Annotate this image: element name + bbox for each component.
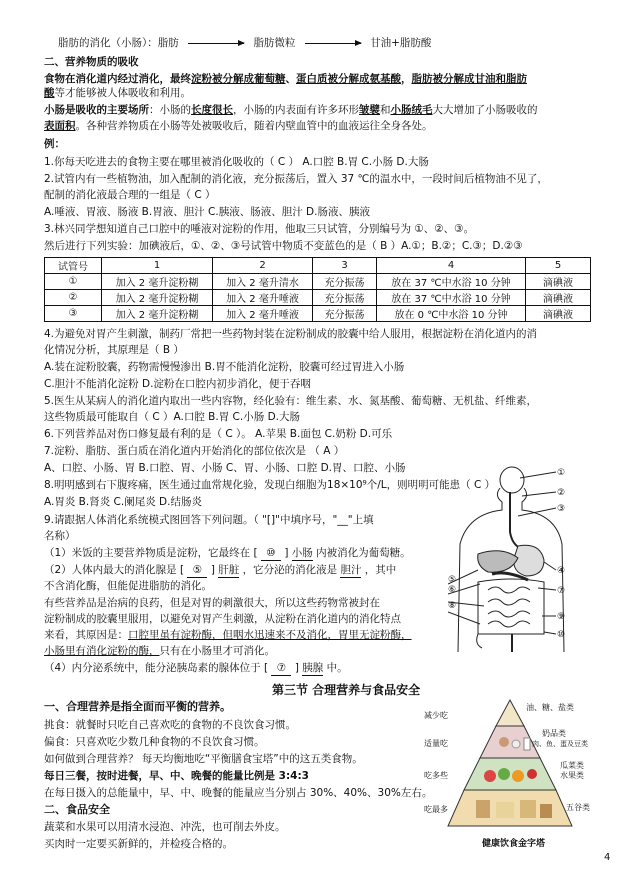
table-row — [45, 306, 591, 322]
table-cell: 加入 2 毫升唾液 — [213, 306, 313, 322]
absorb-line-1: 食物在消化道内经过消化，最终淀粉被分解成葡萄糖、蛋白质被分解成氨基酸，脂肪被分解成甘油和脂肪 — [44, 73, 527, 85]
question-4-option-cd: C.胆汁不能消化淀粉 D.淀粉在口腔内初步消化，便于吞咽 — [44, 378, 311, 390]
table-row — [45, 274, 591, 290]
table-cell: 滴碘液 — [526, 290, 591, 306]
heading-nutrition: 一、合理营养是指全面而平衡的营养。 — [44, 700, 231, 713]
question-8-options: A.胃炎 B.肾炎 C.阑尾炎 D.结肠炎 — [44, 496, 202, 508]
question-9-part-2: （2）人体内最大的消化腺是 [ ⑤ ] 肝脏 ，它分泌的消化液是 胆汁 ，其中 — [44, 564, 397, 576]
question-9-part-4: （4）内分泌系统中，能分泌胰岛素的腺体位于 [ ⑦ ] 胰腺 中。 — [44, 662, 348, 674]
answer-blank: ⑤ — [187, 563, 207, 578]
question-9-part-1: （1）米饭的主要营养物质是淀粉，它最终在 [ ⑩ ] 小肠 内被消化为葡萄糖。 — [44, 547, 411, 559]
question-4: 4.为避免对胃产生刺激，制药厂常把一些药物封装在淀粉制成的胶囊中给人服用，根据淀粉在消化道内的消 — [44, 328, 538, 340]
table-cell: 放在 37 ℃中水浴 10 分钟 — [377, 290, 526, 306]
table-header-cell: 3 — [313, 258, 377, 274]
absorb-line-4: 表面积。各种营养物质在小肠等处被吸收后，随着内壁血管中的血液运往全身各处。 — [44, 120, 433, 132]
question-8: 8.明明感到右下腹疼痛，医生通过血常规化验，发现白细胞为18×10⁹个/L，则明明可能患（ C ） — [44, 479, 496, 491]
question-9-part-3-cont: 淀粉制成的胶囊里服用，以避免对胃产生刺激，从淀粉在消化道内的消化特点 — [44, 613, 401, 625]
heading-absorption: 二、营养物质的吸收 — [44, 56, 139, 68]
question-2: 2.试管内有一些植物油，加入配制的消化液，充分振荡后，置入 37 ℃的温水中，一段时间后植物油不见了， — [44, 173, 548, 185]
experiment-table — [44, 257, 591, 322]
table-header-cell: 1 — [102, 258, 213, 274]
table-cell: 放在 37 ℃中水浴 10 分钟 — [377, 274, 526, 290]
apple-icon — [527, 769, 537, 779]
appendix — [477, 634, 482, 648]
table-row — [45, 290, 591, 306]
bread-icon — [476, 800, 490, 818]
pyramid-right-label: 肉、鱼、蛋及豆类 — [532, 740, 588, 748]
stomach — [514, 545, 544, 576]
example-heading: 例： — [44, 138, 65, 150]
rice-icon — [496, 802, 514, 818]
table-cell: 加入 2 毫升清水 — [213, 274, 313, 290]
cereal-icon — [520, 800, 536, 818]
nutrition-line-3: 如何做到合理营养？ 每天均衡地吃“平衡膳食宝塔”中的这五类食物。 — [44, 753, 363, 765]
pyramid-right-label: 五谷类 — [566, 803, 590, 812]
pyramid-left-label: 适量吃 — [424, 739, 448, 748]
food-pyramid-figure — [420, 696, 600, 856]
answer-blank: ⑩ — [261, 546, 281, 561]
table-cell: 滴碘液 — [526, 274, 591, 290]
figure-label: ⑤ — [448, 575, 457, 585]
table-cell: 充分振荡 — [313, 306, 377, 322]
orange-icon — [512, 770, 524, 782]
vegetable-icon — [498, 768, 510, 780]
figure-label: ⑦ — [557, 586, 566, 596]
figure-label: ① — [557, 468, 566, 478]
large-intestine — [478, 579, 544, 634]
table-cell: ② — [45, 290, 102, 306]
answer-blank: 小肠 — [291, 547, 313, 559]
table-cell: 滴碘液 — [526, 306, 591, 322]
figure-label: ④ — [557, 566, 566, 576]
table-cell: ③ — [45, 306, 102, 322]
figure-label: ⑥ — [448, 585, 457, 595]
table-header-cell: 5 — [526, 258, 591, 274]
pyramid-left-label: 吃多些 — [424, 771, 448, 780]
safety-line-2: 买肉时一定要买新鲜的，并检疫合格的。 — [44, 838, 233, 850]
table-header-cell: 2 — [213, 258, 313, 274]
question-4-option-ab: A.装在淀粉胶囊，药物需慢慢渗出 B.胃不能消化淀粉，胶囊可经过胃进入小肠 — [44, 361, 405, 373]
digestive-system-figure — [448, 466, 570, 652]
pyramid-right-label: 奶品类 — [542, 729, 566, 738]
pyramid-right-label: 油、糖、盐类 — [526, 703, 574, 712]
nutrition-line-1: 挑食：就餐时只吃自己喜欢吃的食物的不良饮食习惯。 — [44, 719, 296, 731]
glycerol-label: 甘油+脂肪酸 — [370, 37, 432, 49]
question-4-cont: 化情况分析，其原理是（ B ） — [44, 344, 184, 356]
fat-digestion-line — [58, 36, 431, 50]
arrow-right-icon — [305, 43, 361, 44]
question-9-part-3-answer: 来看，其原因是：口腔里虽有淀粉酶，但咽水迅速来不及消化，胃里无淀粉酶， — [44, 629, 412, 641]
question-7-options: A、口腔、小肠、胃 B.口腔、胃、小肠 C、胃、小肠、口腔 D.胃、口腔、小肠 — [44, 462, 406, 474]
table-header-row — [45, 258, 591, 274]
liver — [478, 551, 518, 572]
fat-droplet-label: 脂肪微粒 — [253, 37, 296, 49]
pyramid-left-label: 减少吃 — [424, 711, 448, 720]
answer-blank: 胆汁 — [340, 564, 362, 576]
noodle-icon — [540, 804, 552, 818]
question-9-part-3-answer-cont: 小肠里有消化淀粉的酶，只有在小肠里才可消化。 — [44, 645, 275, 657]
pyramid-tier-oil-sugar-salt — [496, 700, 524, 726]
meat-icon — [499, 737, 509, 747]
figure-label: ⑩ — [557, 630, 566, 640]
answer-blank: 胰腺 — [302, 662, 324, 674]
figure-label: ⑨ — [557, 612, 566, 622]
question-5: 5.医生从某病人的消化道内取出一些内容物，经化验有：维生素、水、氮基酸、葡萄糖、无机盐、纤维素， — [44, 395, 538, 407]
pyramid-tier-dairy-meat — [480, 726, 540, 758]
section-3-title: 第三节 合理营养与食品安全 — [272, 683, 421, 697]
question-2-cont: 配制的消化液最合理的一组是（ C ） — [44, 189, 216, 201]
question-9-part-2-cont: 不含消化酶，但能促进脂肪的消化。 — [44, 580, 212, 592]
nutrition-line-5: 在每日摄入的总能量中，早、中、晚餐的能量应当分别占 30%、40%、30%左右。 — [44, 787, 433, 799]
pyramid-left-label: 吃最多 — [424, 805, 448, 814]
heading-food-safety: 二、食品安全 — [44, 803, 110, 816]
figure-label: ⑧ — [448, 601, 457, 611]
table-cell: 加入 2 毫升淀粉糊 — [102, 274, 213, 290]
question-7: 7.淀粉、脂肪、蛋白质在消化道内开始消化的部位依次是 （ A ） — [44, 445, 345, 457]
arrow-right-icon — [188, 43, 244, 44]
answer-blank: 肝脏 — [218, 564, 240, 576]
question-3-cont: 然后进行下列实验：加碘液后，①、②、③号试管中物质不变蓝色的是（ B ）A.①；B.②；C.③；D.②③ — [44, 240, 523, 252]
absorb-line-2: 酸等才能够被人体吸收和利用。 — [44, 87, 191, 99]
safety-line-1: 蔬菜和水果可以用清水浸泡、冲洗，也可削去外皮。 — [44, 821, 286, 833]
question-6: 6.下列营养品对伤口修复最有利的是（ C ）。 A.苹果 B.面包 C.奶粉 D.可乐 — [44, 428, 393, 440]
absorb-line-3: 小肠是吸收的主要场所：小肠的长度很长，小肠的内表面有许多环形皱襞和小肠绒毛大大增加了小肠吸收的 — [44, 104, 538, 116]
question-9-cont: 名称） — [44, 530, 76, 542]
question-1: 1.你每天吃进去的食物主要在哪里被消化吸收的（ C ） A.口腔 B.胃 C.小肠 D.大肠 — [44, 156, 429, 168]
head-outline — [500, 467, 524, 493]
question-9: 9.请跟据人体消化系统模式图回答下列问题。（ "[]"中填序号，"__"上填 — [44, 514, 374, 526]
page-number: 4 — [604, 852, 611, 863]
pyramid-right-label: 瓜菜类 — [560, 761, 584, 770]
question-9-part-3: 有些营养品是治病的良药，但是对胃的刺激很大，所以这些药物常被封在 — [44, 597, 380, 609]
table-cell: 加入 2 毫升淀粉糊 — [102, 306, 213, 322]
table-cell: 充分振荡 — [313, 290, 377, 306]
esophagus — [510, 492, 520, 548]
table-cell: 充分振荡 — [313, 274, 377, 290]
figure-label: ② — [557, 488, 566, 498]
question-3: 3.林兴同学想知道自己口腔中的唾液对淀粉的作用，他取三只试管，分别编号为 ①、②、③。 — [44, 223, 475, 235]
table-cell: ① — [45, 274, 102, 290]
table-cell: 放在 0 ℃中水浴 10 分钟 — [377, 306, 526, 322]
answer-blank: ⑦ — [271, 661, 291, 676]
small-intestine — [488, 587, 530, 627]
nutrition-line-4: 每日三餐，按时进餐，早、中、晚餐的能量比例是 3:4:3 — [44, 770, 309, 782]
table-cell: 加入 2 毫升淀粉糊 — [102, 290, 213, 306]
table-header-cell: 试管号 — [45, 258, 102, 274]
pyramid-title: 健康饮食金字塔 — [482, 839, 546, 849]
figure-label: ③ — [557, 504, 566, 514]
question-2-options: A.唾液、胃液、肠液 B.胃液、胆汁 C.胰液、肠液、胆汁 D.肠液、胰液 — [44, 206, 370, 218]
pyramid-right-label: 水果类 — [560, 771, 584, 780]
table-cell: 加入 2 毫升唾液 — [213, 290, 313, 306]
milk-icon — [524, 738, 530, 750]
egg-icon — [512, 740, 520, 748]
table-header-cell: 4 — [377, 258, 526, 274]
nutrition-line-2: 偏食：只喜欢吃少数几种食物的不良饮食习惯。 — [44, 736, 265, 748]
fat-label: 脂肪的消化（小肠）：脂肪 — [58, 37, 179, 49]
question-5-cont: 这些物质最可能取自（ C ）A.口腔 B.胃 C.小肠 D.大肠 — [44, 411, 300, 423]
tomato-icon — [484, 770, 496, 782]
